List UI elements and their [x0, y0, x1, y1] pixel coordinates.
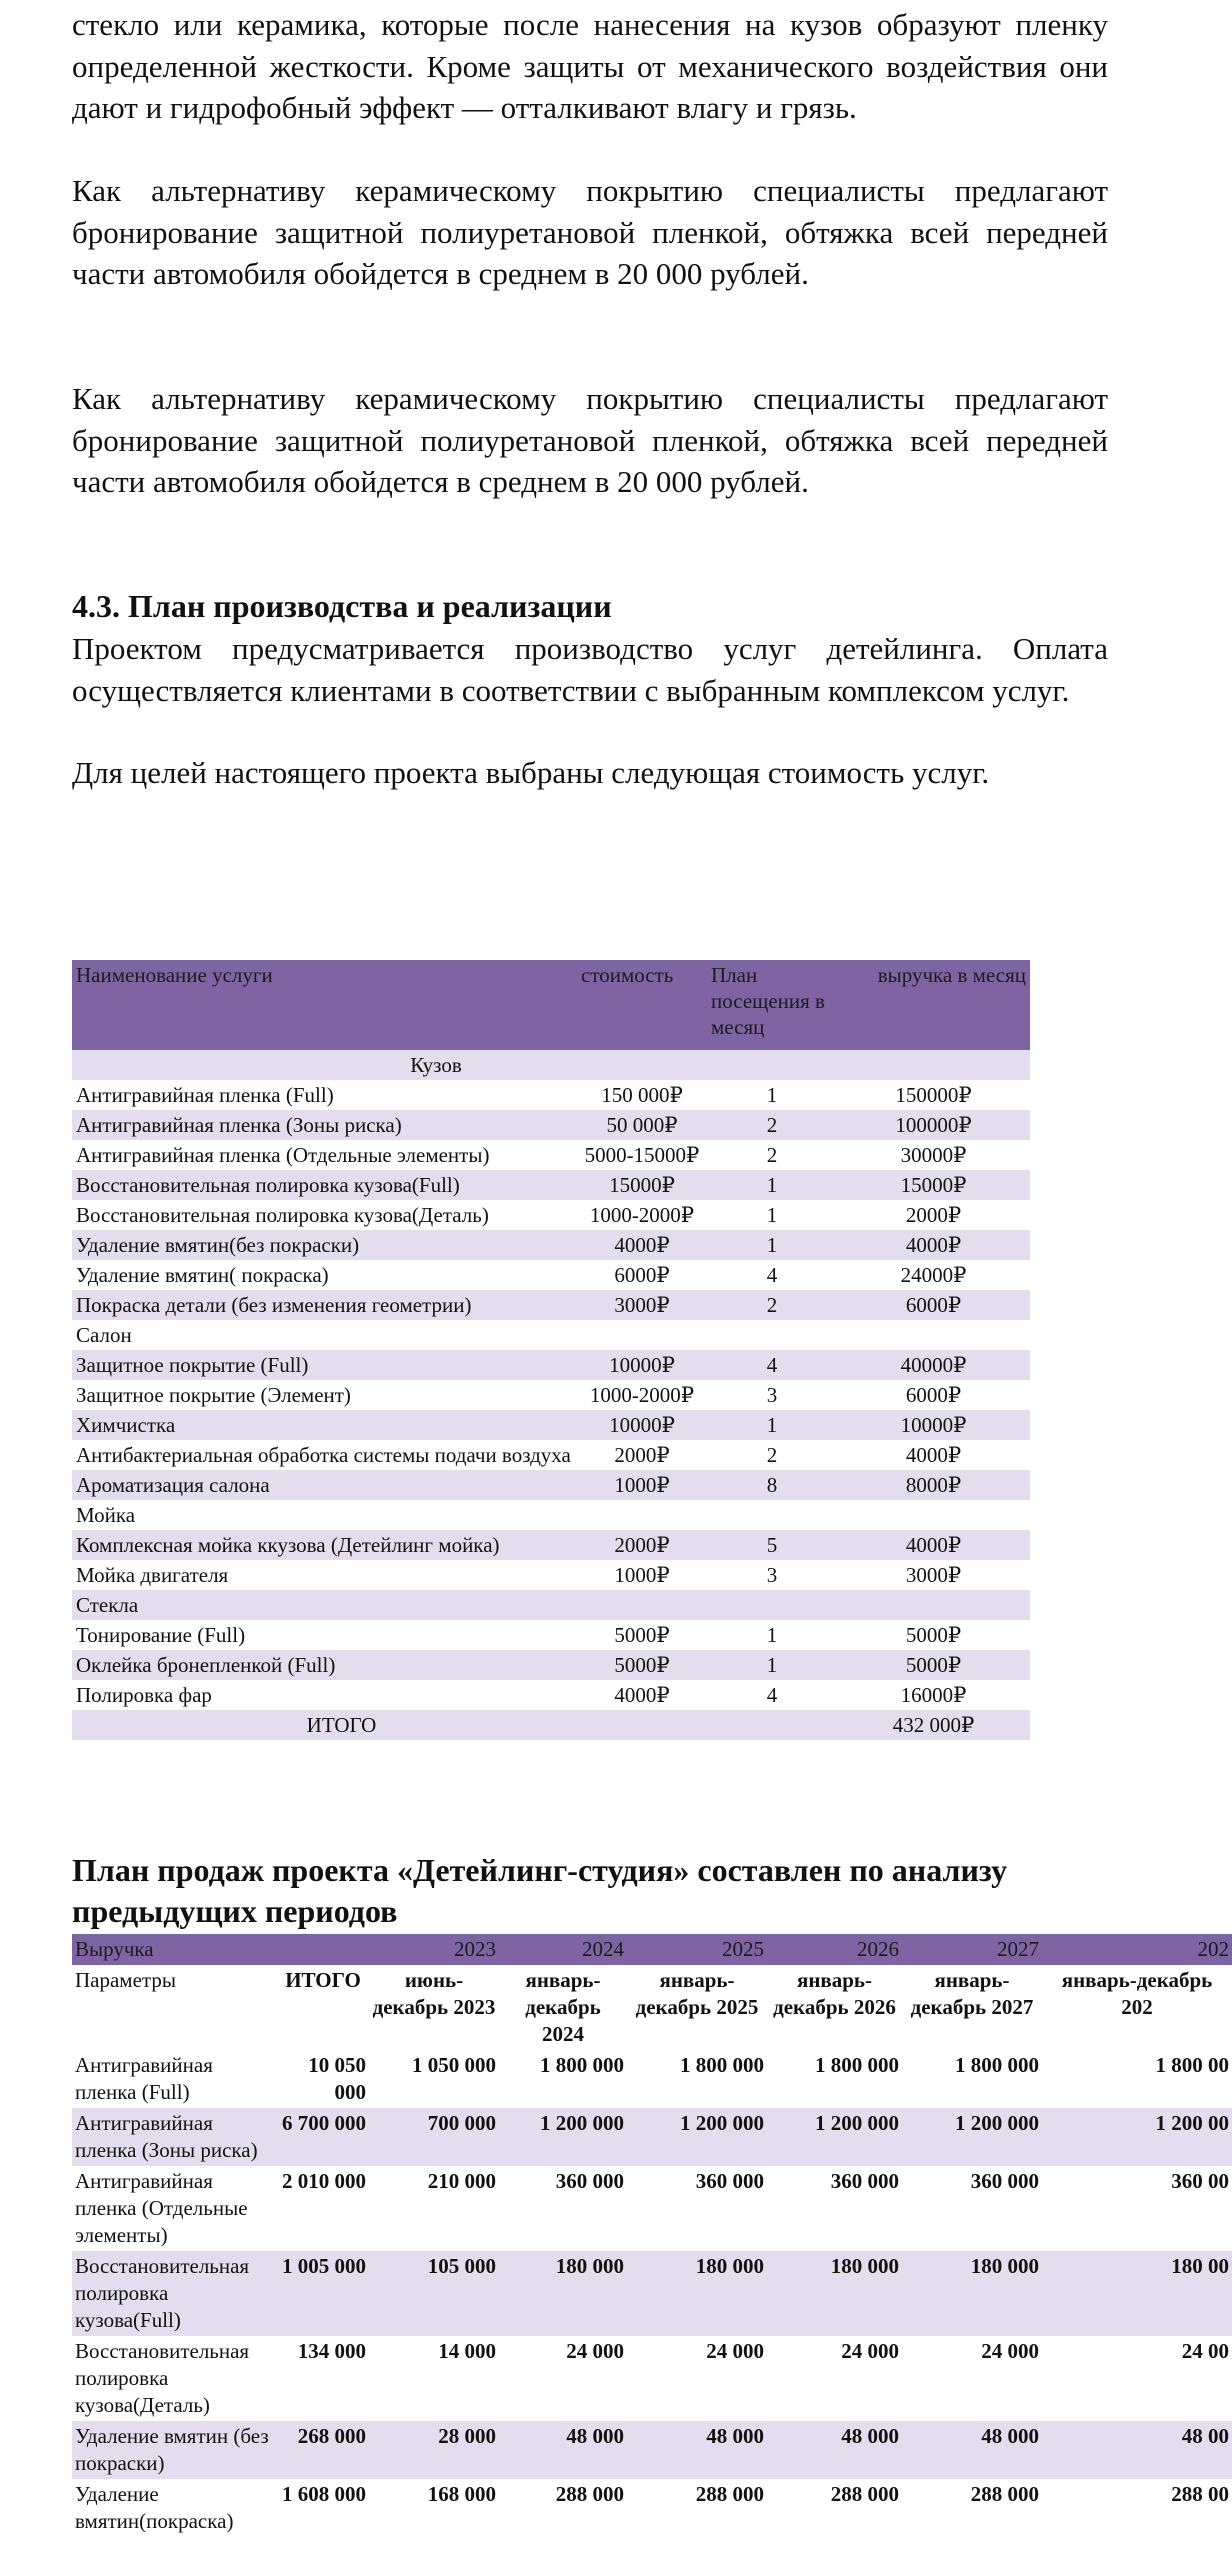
- total-label: ИТОГО: [277, 1965, 369, 2050]
- row-value: 14 000: [369, 2336, 499, 2421]
- period-label: январь-декабрь 2027: [902, 1965, 1042, 2050]
- period-label: январь-декабрь 2024: [499, 1965, 627, 2050]
- service-revenue: 150000₽: [837, 1080, 1030, 1110]
- table-row: [72, 2166, 1232, 2251]
- service-revenue: 15000₽: [837, 1170, 1030, 1200]
- paragraph-coating: стекло или керамика, которые после нанесения на кузов образуют пленку определенной жесткости. Кроме защиты от механического воздействия они дают и гидрофобный эффект — отталкивают влагу и грязь.: [72, 7, 1108, 125]
- row-value: 24 000: [902, 2336, 1042, 2421]
- row-value: 288 000: [499, 2479, 627, 2537]
- service-name: Восстановительная полировка кузова(Full): [72, 1170, 577, 1200]
- header-revenue: выручка в месяц: [837, 960, 1030, 1050]
- service-visits: 3: [707, 1380, 837, 1410]
- table-row: [72, 1110, 1030, 1140]
- year-label: 2024: [499, 1934, 627, 1965]
- service-price: 1000₽: [577, 1470, 707, 1500]
- row-name: Антигравийная пленка (Зоны риска): [72, 2108, 277, 2166]
- row-value: 1 200 00: [1042, 2108, 1232, 2166]
- service-price: 4000₽: [577, 1230, 707, 1260]
- paragraph-pricing: Для целей настоящего проекта выбраны следующая стоимость услуг.: [72, 755, 990, 790]
- service-visits: 4: [707, 1680, 837, 1710]
- group-label: Мойка: [72, 1500, 1030, 1530]
- header-service-name: Наименование услуги: [72, 960, 577, 1050]
- row-value: 48 00: [1042, 2421, 1232, 2479]
- row-value: 168 000: [369, 2479, 499, 2537]
- services-header-row: [72, 960, 1030, 1050]
- table-row: [72, 1620, 1030, 1650]
- service-price: 2000₽: [577, 1440, 707, 1470]
- row-value: 28 000: [369, 2421, 499, 2479]
- table-row: [72, 2479, 1232, 2537]
- service-price: 2000₽: [577, 1530, 707, 1560]
- service-visits: 4: [707, 1350, 837, 1380]
- row-total: 134 000: [277, 2336, 369, 2421]
- service-price: 5000-15000₽: [577, 1140, 707, 1170]
- row-value: 1 800 00: [1042, 2050, 1232, 2108]
- table-row: [72, 1320, 1030, 1350]
- service-price: 15000₽: [577, 1170, 707, 1200]
- service-revenue: 10000₽: [837, 1410, 1030, 1440]
- table-row: [72, 1410, 1030, 1440]
- row-value: 1 800 000: [627, 2050, 767, 2108]
- table-row: [72, 1290, 1030, 1320]
- row-value: 1 050 000: [369, 2050, 499, 2108]
- service-visits: 2: [707, 1290, 837, 1320]
- service-revenue: 40000₽: [837, 1350, 1030, 1380]
- row-value: 48 000: [627, 2421, 767, 2479]
- table-row: [72, 2108, 1232, 2166]
- revenue-label: Выручка: [72, 1934, 277, 1965]
- year-label: 2023: [369, 1934, 499, 1965]
- service-price: 1000-2000₽: [577, 1200, 707, 1230]
- table-row: [72, 1560, 1030, 1590]
- service-name: Полировка фар: [72, 1680, 577, 1710]
- service-name: Антигравийная пленка (Отдельные элементы): [72, 1140, 577, 1170]
- service-visits: 8: [707, 1470, 837, 1500]
- row-total: 2 010 000: [277, 2166, 369, 2251]
- blank-cell: [277, 1934, 369, 1965]
- row-value: 1 200 000: [627, 2108, 767, 2166]
- table-row: [72, 1170, 1030, 1200]
- row-value: 24 00: [1042, 2336, 1232, 2421]
- service-visits: 1: [707, 1170, 837, 1200]
- row-value: 180 000: [499, 2251, 627, 2336]
- service-name: Оклейка бронепленкой (Full): [72, 1650, 577, 1680]
- table-row: [72, 1500, 1030, 1530]
- service-revenue: 8000₽: [837, 1470, 1030, 1500]
- row-value: 1 800 000: [902, 2050, 1042, 2108]
- header-visits: План посещения в месяц: [707, 960, 837, 1050]
- table-row: [72, 1680, 1030, 1710]
- period-label: январь-декабрь 2025: [627, 1965, 767, 2050]
- service-name: Антигравийная пленка (Full): [72, 1080, 577, 1110]
- sales-table: [72, 1934, 1232, 2537]
- row-value: 180 000: [767, 2251, 902, 2336]
- table-row: [72, 1590, 1030, 1620]
- service-revenue: 100000₽: [837, 1110, 1030, 1140]
- table-row: [72, 2421, 1232, 2479]
- table-row: [72, 1350, 1030, 1380]
- row-name: Антигравийная пленка (Full): [72, 2050, 277, 2108]
- row-name: Антигравийная пленка (Отдельные элементы): [72, 2166, 277, 2251]
- year-label: 2026: [767, 1934, 902, 1965]
- service-name: Комплексная мойка ккузова (Детейлинг мойка): [72, 1530, 577, 1560]
- row-value: 48 000: [767, 2421, 902, 2479]
- row-value: 360 00: [1042, 2166, 1232, 2251]
- service-visits: 1: [707, 1200, 837, 1230]
- table-row: [72, 1380, 1030, 1410]
- row-value: 360 000: [499, 2166, 627, 2251]
- service-revenue: 5000₽: [837, 1620, 1030, 1650]
- service-visits: 1: [707, 1410, 837, 1440]
- row-name: Восстановительная полировка кузова(Деталь): [72, 2336, 277, 2421]
- row-value: 288 00: [1042, 2479, 1232, 2537]
- group-label: Стекла: [72, 1590, 1030, 1620]
- service-visits: 1: [707, 1650, 837, 1680]
- service-revenue: 4000₽: [837, 1230, 1030, 1260]
- paragraph-production: Проектом предусматривается производство услуг детейлинга. Оплата осуществляется клиентами в соответствии с выбранным комплексом услуг.: [72, 631, 1108, 708]
- service-price: 150 000₽: [577, 1080, 707, 1110]
- row-total: 268 000: [277, 2421, 369, 2479]
- table-row: [72, 2336, 1232, 2421]
- service-visits: 1: [707, 1620, 837, 1650]
- service-visits: 4: [707, 1260, 837, 1290]
- service-name: Антибактериальная обработка системы подачи воздуха: [72, 1440, 577, 1470]
- row-total: 10 050 000: [277, 2050, 369, 2108]
- sales-year-row: [72, 1934, 1232, 1965]
- service-price: 1000₽: [577, 1560, 707, 1590]
- row-value: 360 000: [627, 2166, 767, 2251]
- service-price: 10000₽: [577, 1350, 707, 1380]
- service-name: Химчистка: [72, 1410, 577, 1440]
- services-table: [72, 960, 1030, 1740]
- row-value: 24 000: [627, 2336, 767, 2421]
- service-price: 3000₽: [577, 1290, 707, 1320]
- service-revenue: 5000₽: [837, 1650, 1030, 1680]
- service-price: 10000₽: [577, 1410, 707, 1440]
- year-label: 2025: [627, 1934, 767, 1965]
- sales-period-row: [72, 1965, 1232, 2050]
- period-label: январь-декабрь 202: [1042, 1965, 1232, 2050]
- table-row: [72, 1260, 1030, 1290]
- row-value: 1 200 000: [902, 2108, 1042, 2166]
- table-row: [72, 1710, 1030, 1740]
- table-row: [72, 1470, 1030, 1500]
- service-price: 4000₽: [577, 1680, 707, 1710]
- row-total: 1 608 000: [277, 2479, 369, 2537]
- table-row: [72, 2050, 1232, 2108]
- service-revenue: 3000₽: [837, 1560, 1030, 1590]
- table-row: [72, 2251, 1232, 2336]
- row-value: 24 000: [767, 2336, 902, 2421]
- service-price: 1000-2000₽: [577, 1380, 707, 1410]
- row-value: 180 00: [1042, 2251, 1232, 2336]
- service-visits: 2: [707, 1440, 837, 1470]
- row-value: 48 000: [499, 2421, 627, 2479]
- row-value: 288 000: [767, 2479, 902, 2537]
- table-row: [72, 1530, 1030, 1560]
- header-price: стоимость: [577, 960, 707, 1050]
- service-revenue: 30000₽: [837, 1140, 1030, 1170]
- section-heading: 4.3. План производства и реализации: [72, 588, 612, 624]
- row-value: 1 800 000: [767, 2050, 902, 2108]
- service-name: Покраска детали (без изменения геометрии): [72, 1290, 577, 1320]
- total-label: ИТОГО: [72, 1710, 837, 1740]
- year-label: 2027: [902, 1934, 1042, 1965]
- row-value: 180 000: [902, 2251, 1042, 2336]
- table-row: [72, 1140, 1030, 1170]
- row-value: 360 000: [902, 2166, 1042, 2251]
- service-name: Защитное покрытие (Элемент): [72, 1380, 577, 1410]
- service-name: Удаление вмятин( покраска): [72, 1260, 577, 1290]
- year-label: 202: [1042, 1934, 1232, 1965]
- sales-plan-heading: План продаж проекта «Детейлинг-студия» составлен по анализу предыдущих периодов: [72, 1852, 1008, 1929]
- period-label: июнь-декабрь 2023: [369, 1965, 499, 2050]
- row-value: 288 000: [902, 2479, 1042, 2537]
- row-value: 48 000: [902, 2421, 1042, 2479]
- paragraph-alternative-repeat: Как альтернативу керамическому покрытию специалисты предлагают бронирование защитной полиуретановой пленкой, обтяжка всей передней части автомобиля обойдется в среднем в 20 000 рублей.: [72, 381, 1108, 499]
- row-name: Восстановительная полировка кузова(Full): [72, 2251, 277, 2336]
- row-value: 1 200 000: [499, 2108, 627, 2166]
- service-revenue: 2000₽: [837, 1200, 1030, 1230]
- row-value: 288 000: [627, 2479, 767, 2537]
- service-revenue: 16000₽: [837, 1680, 1030, 1710]
- service-visits: 5: [707, 1530, 837, 1560]
- table-row: [72, 1650, 1030, 1680]
- service-name: Удаление вмятин(без покраски): [72, 1230, 577, 1260]
- row-name: Удаление вмятин(покраска): [72, 2479, 277, 2537]
- service-visits: 1: [707, 1230, 837, 1260]
- table-row: [72, 1080, 1030, 1110]
- service-visits: 2: [707, 1140, 837, 1170]
- service-name: Ароматизация салона: [72, 1470, 577, 1500]
- service-name: Тонирование (Full): [72, 1620, 577, 1650]
- service-name: Антигравийная пленка (Зоны риска): [72, 1110, 577, 1140]
- paragraph-alternative: Как альтернативу керамическому покрытию специалисты предлагают бронирование защитной полиуретановой пленкой, обтяжка всей передней части автомобиля обойдется в среднем в 20 000 рублей.: [72, 173, 1108, 291]
- service-name: Восстановительная полировка кузова(Деталь): [72, 1200, 577, 1230]
- row-value: 700 000: [369, 2108, 499, 2166]
- service-visits: 3: [707, 1560, 837, 1590]
- row-total: 6 700 000: [277, 2108, 369, 2166]
- row-total: 1 005 000: [277, 2251, 369, 2336]
- service-revenue: 4000₽: [837, 1440, 1030, 1470]
- service-revenue: 6000₽: [837, 1380, 1030, 1410]
- total-revenue: 432 000₽: [837, 1710, 1030, 1740]
- service-name: Защитное покрытие (Full): [72, 1350, 577, 1380]
- row-value: 210 000: [369, 2166, 499, 2251]
- table-row: [72, 1230, 1030, 1260]
- group-label: Кузов: [72, 1050, 1030, 1080]
- row-value: 360 000: [767, 2166, 902, 2251]
- table-row: [72, 1050, 1030, 1080]
- row-value: 180 000: [627, 2251, 767, 2336]
- row-value: 24 000: [499, 2336, 627, 2421]
- row-name: Удаление вмятин (без покраски): [72, 2421, 277, 2479]
- service-price: 50 000₽: [577, 1110, 707, 1140]
- service-revenue: 6000₽: [837, 1290, 1030, 1320]
- table-row: [72, 1200, 1030, 1230]
- service-name: Мойка двигателя: [72, 1560, 577, 1590]
- service-price: 5000₽: [577, 1620, 707, 1650]
- row-value: 1 800 000: [499, 2050, 627, 2108]
- service-revenue: 24000₽: [837, 1260, 1030, 1290]
- row-value: 1 200 000: [767, 2108, 902, 2166]
- service-visits: 1: [707, 1080, 837, 1110]
- service-price: 5000₽: [577, 1650, 707, 1680]
- table-row: [72, 1440, 1030, 1470]
- service-visits: 2: [707, 1110, 837, 1140]
- group-label: Салон: [72, 1320, 1030, 1350]
- row-value: 105 000: [369, 2251, 499, 2336]
- parameters-label: Параметры: [72, 1965, 277, 2050]
- service-revenue: 4000₽: [837, 1530, 1030, 1560]
- service-price: 6000₽: [577, 1260, 707, 1290]
- period-label: январь-декабрь 2026: [767, 1965, 902, 2050]
